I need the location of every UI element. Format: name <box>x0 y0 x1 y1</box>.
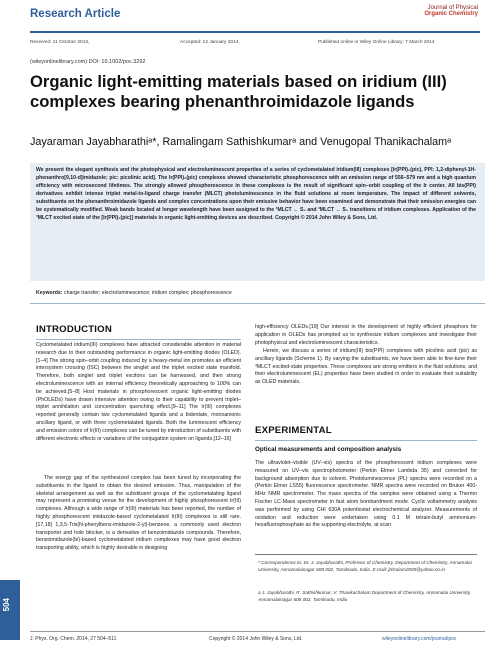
optical-subheading: Optical measurements and composition analysis <box>255 446 402 453</box>
article-type: Research Article <box>30 8 121 20</box>
experimental-rule <box>255 440 477 441</box>
journal-logo <box>392 5 478 17</box>
abstract-text: We present the elegant synthesis and the photophysical and electroluminescent properties of a series of cyclometalated iridium(III) complexes [Ir(PPI)₂(pic), PPI: 1,2-diphenyl-1H-phenanthro[9,10-d]imidazole; pic: picolinic acid]. The Ir(PPI)₂(pic) complexes showed characteristic phosphorescence with an emission range of 556–579 nm and a high quantum efficiency with microsecond lifetimes. The strongly allowed phosphorescence in these complexes is the result of significant spin–orbit coupling of the Ir center. All bis(PPI) derivatives exhibit intense triplet metal-to-ligand charge transfer (MLCT) photoluminescence in the fluid solutions at room temperature. The impact of different solvents, substituents on the phenanthroimidazole ligands and complex concentrations upon their emissive behavior have been examined and demonstrate that their emission energies can be systematically modified. Weak bands located at longer wavelength have been assigned to the ¹MLCT ← S₀ and ³MLCT ← S₀ transitions of iridium complexes. Application of the ³MLCT excited state of the [Ir(PPI)₂(pic)] materials in organic light-emitting devices are described. Copyright © 2014 John Wiley & Sons, Ltd. <box>36 167 476 221</box>
experimental-heading: EXPERIMENTAL <box>255 425 332 436</box>
footnote-rule <box>255 554 477 555</box>
intro-paragraph-2: The energy gap of the synthesized complex has been tuned by incorporating the substituents in the ligand to obtain the desired emission. Thus, manipulation of the skeletal arrangement as well as the substituent groups of the cyclometalating ligand may represent a promising venue for the development of highly phosphorescent Ir(III) complexes. Although a wide range of Ir(III) materials has been reported, the number of highly phosphorescent imidazole-based cyclometalated Ir(III) complexes is still rare.[17,18] 1,3,5-Tris(N-phenylbenz-imidazole-2-yl)-benzene, a commonly used electron transporter and hole blocker, is a derivative of benzoimidazole compounds. Therefore, benzoimidazole(bi)-based cyclometalated iridium complexes may have good electron transporting ability, which is highly desirable in designing <box>36 475 241 552</box>
right-paragraph-2: Herein, we discuss a series of iridium(III) bis(PPI) complexes with picolinic acid (pic) as ancillary ligands (Scheme 1). By varying the substituents, we have been able to fine-tune their ³MLCT excited-state properties. These complexes are strong emitters in the fluid solutions, and their electroluminescent (EL) properties have been studied in order to evaluate their suitability as OLED materials. <box>255 348 477 386</box>
doi[interactable]: (wileyonlinelibrary.com) DOI: 10.1002/poc.3292 <box>30 59 146 65</box>
published-date: Published online in Wiley Online Library: 7 March 2014 <box>318 40 435 45</box>
journal-logo-line2: Organic Chemistry <box>424 11 478 17</box>
accepted-date: Accepted: 12 January 2014, <box>180 40 240 45</box>
keywords-list: charge transfer; electroluminescence; iridium complex; phosphorescence <box>62 290 232 296</box>
keywords <box>36 290 476 296</box>
author-list: Jayaraman Jayabharathiᵃ*, Ramalingam Sathishkumarᵃ and Venugopal Thanikachalamᵃ <box>30 136 452 148</box>
intro-rule <box>36 339 241 340</box>
right-paragraph-1: high-efficiency OLEDs.[19] Our interest in the development of highly efficient phosphors for application in OLEDs has prompted us to synthesize iridium complexes and investigate their photophysical and electroluminescent characteristics. <box>255 324 477 346</box>
received-date: Received: 11 October 2013, <box>30 40 90 45</box>
affiliation-note: a J. Jayabharathi, R. Sathishkumar, V. Thanikachalam Department of Chemistry, Annamalai University, Annamalainagar 608 002, Tamilnadu, India <box>258 590 471 602</box>
footer-site-link[interactable]: wileyonlinelibrary.com/journal/poc <box>382 636 457 642</box>
correspondence-note: * Correspondence to: Dr. J. Jayabharathi, Professor of Chemistry, Department of Chemistry, Annamalai University, Annamalainagar 608 002, Tamilnadu, India. E-mail: jtchalam2005@yahoo.co.in <box>258 560 472 572</box>
footer-rule <box>30 631 485 632</box>
page-number: 504 <box>2 598 11 612</box>
journal-logo-line1: Journal of Physical <box>427 5 478 11</box>
article-title: Organic light-emitting materials based on iridium (III) complexes bearing phenanthroimidazole ligands <box>30 72 447 111</box>
keywords-label: Keywords: <box>36 290 63 296</box>
experimental-paragraph: The ultraviolet–visible (UV–vis) spectra of the phosphorescent iridium complexes were measured on UV–vis spectrophotometer (Perkin Elmer Lambda 35) and corrected for background absorption due to solvent. Photoluminescence (PL) spectra were recorded on a (Perkin Elmer LS55) fluorescence spectrometer. NMR spectra were recorded on Bruker 400-MHz NMR spectrometer. The mass spectra of the samples were obtained using a Thermo Fischer LC-Mass spectrometer in fast atom bombardment mode. Cyclic voltammetry analysis was performed by using CHI 630A potentiostat electrochemical analyzer. Measurements of oxidation and reduction were undertaken using 0.1 M tetrain-butyl ammonium-hexafluorophosphate as the supporting electrolyte, at scan <box>255 460 477 529</box>
intro-paragraph-1: Cyclometalated iridium(III) complexes have attracted considerable attention in material research due to their outstanding performance in organic light-emitting diodes (OLED).[1–4] The strong spin–orbit coupling induced by a heavy-metal ion promotes an efficient intersystem crossing (ISC) between the singlet and the triplet excited state manifold. Therefore, both singlet and triplet excitons can be harnessed, and then strong electroluminescence with an internal efficiency theoretically approaching to 100% can be achieved.[5–8] Host materials in phosphorescent organic light-emitting diodes (PhOLEDs) have drawn intensive attention owing to their capability to prevent triplet–triplet annihilation and concentration quenching effect.[9–11] The Ir(III) complexes reported generally contain two cyclometalated ligands and a bidentate, monoanionic ancillary ligand, or with three cyclometalated ligands. Both the luminescent efficiency and emission colors of Ir(III) complexes can be tuned by introduction of substituents with different electronic effects or variations of the conjugation system on ligands.[12–16] <box>36 342 241 442</box>
keywords-rule <box>30 303 485 304</box>
footer-citation: J. Phys. Org. Chem. 2014, 27 504–511 <box>30 636 117 642</box>
header-rule <box>30 31 480 33</box>
footer-copyright: Copyright © 2014 John Wiley & Sons, Ltd. <box>209 636 303 642</box>
intro-heading: INTRODUCTION <box>36 324 112 335</box>
